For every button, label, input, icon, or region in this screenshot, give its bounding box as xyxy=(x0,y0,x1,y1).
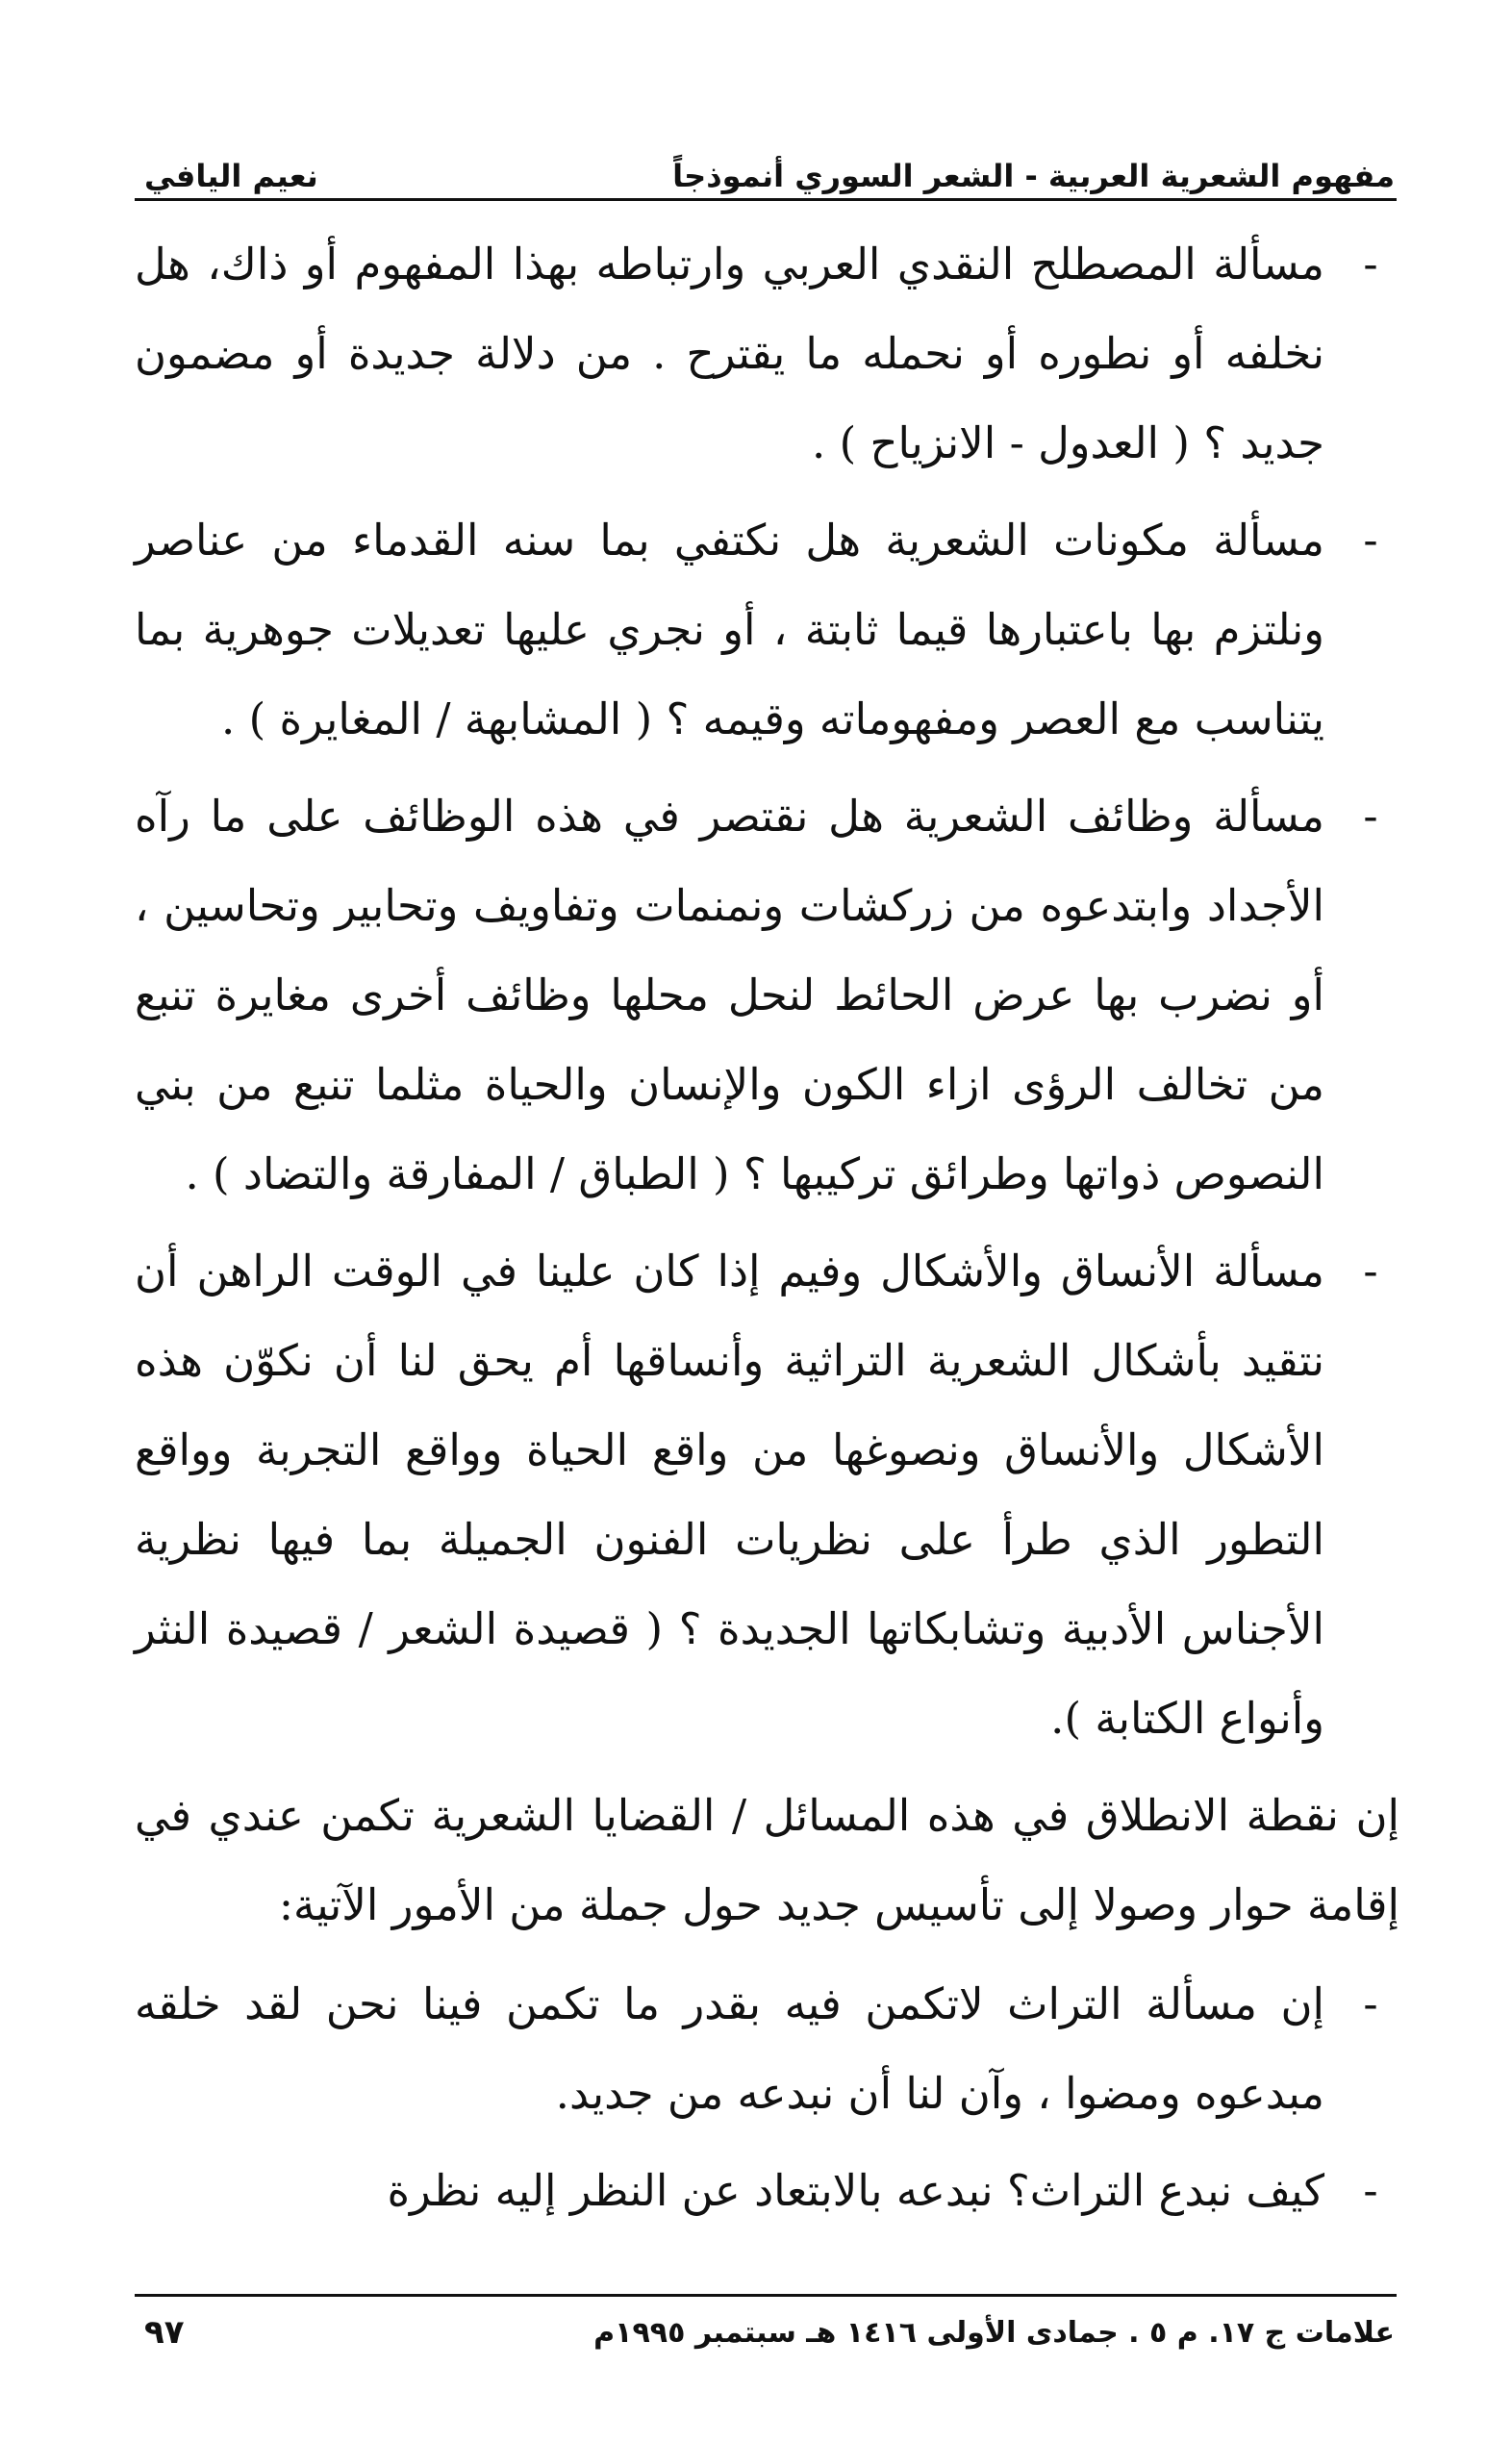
list-item-text: مسألة مكونات الشعرية هل نكتفي بما سنه القدماء من عناصر ونلتزم بها باعتبارها قيما ثابتة ، أو نجري عليها تعديلات جوهرية بما يتناسب مع العصر ومفهوماته وقيمه ؟ ( المشابهة / المغايرة ) . xyxy=(135,515,1324,744)
list-item xyxy=(135,495,1399,764)
body-text xyxy=(135,219,1399,2243)
footer-citation: علامات ج ١٧. م ٥ . جمادى الأولى ١٤١٦ هـ سبتمبر ١٩٩٥م xyxy=(593,2315,1395,2350)
list-item-text: مسألة الأنساق والأشكال وفيم إذا كان علينا في الوقت الراهن أن نتقيد بأشكال الشعرية التراثية وأنساقها أم يحق لنا أن نكوّن هذه الأشكال والأنساق ونصوغها من واقع الحياة وواقع التجربة وواقع التطور الذي طرأ على نظريات الفنون الجميلة بما فيها نظرية الأجناس الأدبية وتشابكاتها الجديدة ؟ ( قصيدة الشعر / قصيدة النثر وأنواع الكتابة ). xyxy=(135,1246,1324,1744)
header-divider xyxy=(135,198,1397,201)
header-author: نعيم اليافي xyxy=(144,158,318,194)
list-item xyxy=(135,1959,1399,2138)
bullet-dash: - xyxy=(1363,515,1378,566)
header-title: مفهوم الشعرية العربية - الشعر السوري أنموذجاً xyxy=(672,158,1395,194)
bullet-dash: - xyxy=(1363,239,1378,290)
list-item xyxy=(135,771,1399,1219)
bullet-dash: - xyxy=(1363,791,1378,842)
list-item xyxy=(135,1226,1399,1763)
list-item xyxy=(135,219,1399,488)
intro-paragraph: إن نقطة الانطلاق في هذه المسائل / القضايا الشعرية تكمن عندي في إقامة حوار وصولا إلى تأسيس جديد حول جملة من الأمور الآتية: xyxy=(135,1790,1399,1930)
bullet-dash: - xyxy=(1363,1978,1378,2029)
list-item-text: كيف نبدع التراث؟ نبدعه بالابتعاد عن النظر إليه نظرة xyxy=(387,2165,1324,2216)
running-header xyxy=(144,127,1395,194)
list-item-text: إن مسألة التراث لاتكمن فيه بقدر ما تكمن فينا نحن لقد خلقه مبدعوه ومضوا ، وآن لنا أن نبدعه من جديد. xyxy=(135,1978,1324,2119)
bullet-dash: - xyxy=(1363,2165,1378,2216)
footer-divider xyxy=(135,2294,1397,2297)
list-item-text: مسألة وظائف الشعرية هل نقتصر في هذه الوظائف على ما رآه الأجداد وابتدعوه من زركشات ونمنمات وتفاويف وتحابير وتحاسين ، أو نضرب بها عرض الحائط لنحل محلها وظائف أخرى مغايرة تنبع من تخالف الرؤى ازاء الكون والإنسان والحياة مثلما تنبع من بني النصوص ذواتها وطرائق تركيبها ؟ ( الطباق / المفارقة والتضاد ) . xyxy=(135,791,1324,1199)
running-footer xyxy=(144,2304,1395,2361)
list-item xyxy=(135,2146,1399,2235)
page-number: ٩٧ xyxy=(144,2313,185,2352)
bullet-dash: - xyxy=(1363,1246,1378,1297)
list-item-text: مسألة المصطلح النقدي العربي وارتباطه بهذا المفهوم أو ذاك، هل نخلفه أو نطوره أو نحمله ما يقترح . من دلالة جديدة أو مضمون جديد ؟ ( العدول - الانزياح ) . xyxy=(135,239,1324,468)
